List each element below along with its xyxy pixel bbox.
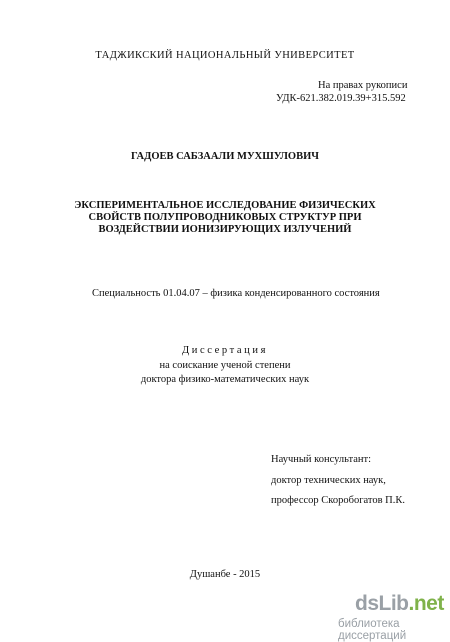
- dissertation-label: Диссертация: [181, 345, 269, 356]
- specialty-line: Специальность 01.04.07 – физика конденсированного состояния: [92, 288, 380, 299]
- watermark-logo: [355, 592, 444, 616]
- udk-code: УДК-621.382.019.39+315.592: [276, 93, 406, 104]
- author-name: ГАДОЕВ САБЗААЛИ МУХШУЛОВИЧ: [131, 151, 319, 162]
- degree-line-1: на соискание ученой степени: [159, 360, 291, 371]
- watermark-subtitle: библиотека диссертаций: [338, 618, 407, 642]
- watermark-logo-suffix: .net: [408, 592, 444, 615]
- consultant-label: Научный консультант:: [271, 454, 372, 465]
- title-line-2: СВОЙСТВ ПОЛУПРОВОДНИКОВЫХ СТРУКТУР ПРИ: [88, 212, 362, 223]
- consultant-name: профессор Скоробогатов П.К.: [271, 495, 406, 506]
- watermark-logo-main: dsLib: [355, 592, 409, 615]
- manuscript-rights: На правах рукописи: [318, 80, 408, 91]
- dissertation-title: [0, 200, 450, 236]
- title-line-1: ЭКСПЕРИМЕНТАЛЬНОЕ ИССЛЕДОВАНИЕ ФИЗИЧЕСКИХ: [74, 200, 376, 211]
- title-line-3: ВОЗДЕЙСТВИИ ИОНИЗИРУЮЩИХ ИЗЛУЧЕНИЙ: [98, 224, 352, 235]
- city-year: Душанбе - 2015: [189, 569, 261, 580]
- university-name: ТАДЖИКСКИЙ НАЦИОНАЛЬНЫЙ УНИВЕРСИТЕТ: [95, 50, 355, 61]
- consultant-degree: доктор технических наук,: [271, 475, 386, 486]
- degree-line-2: доктора физико-математических наук: [140, 374, 310, 385]
